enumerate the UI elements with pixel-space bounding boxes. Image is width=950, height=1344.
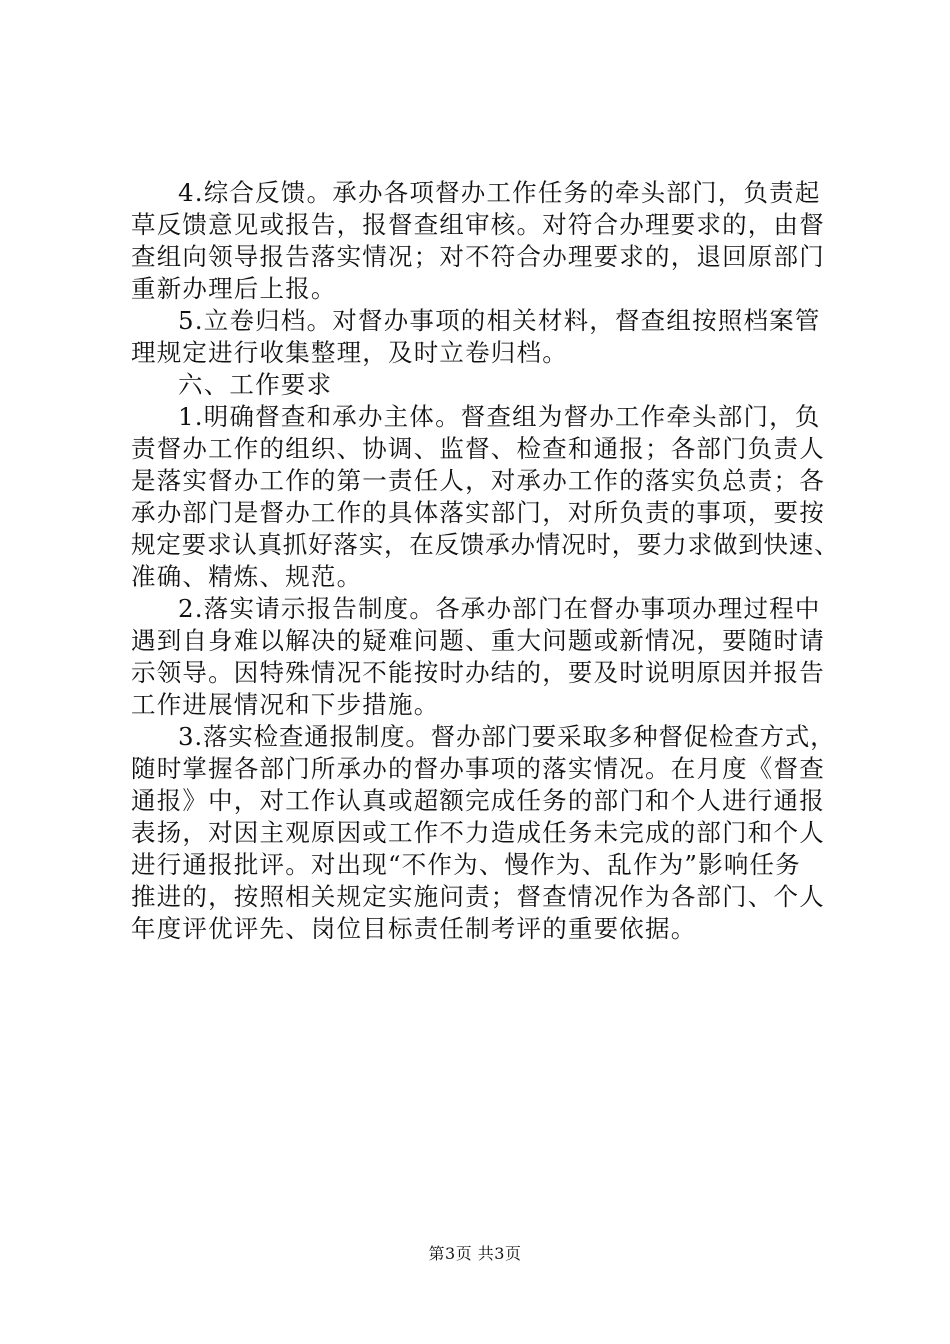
text-line: 重新办理后上报。 [131, 274, 337, 303]
text-line: 通报》中，对工作认真或超额完成任务的部门和个人进行通报 [131, 786, 825, 815]
section-heading: 六、工作要求 [178, 370, 333, 399]
text-line: 责督办工作的组织、协调、监督、检查和通报；各部门负责人 [131, 434, 825, 463]
text-line: 承办部门是督办工作的具体落实部门，对所负责的事项，要按 [131, 498, 825, 527]
text-line: 3.落实检查通报制度。督办部门要采取多种督促检查方式， [178, 722, 836, 751]
text-line: 示领导。因特殊情况不能按时办结的，要及时说明原因并报告 [131, 658, 825, 687]
text-line: 工作进展情况和下步措施。 [131, 690, 440, 719]
text-line: 理规定进行收集整理，及时立卷归档。 [131, 338, 568, 367]
text-line: 推进的，按照相关规定实施问责；督查情况作为各部门、个人 [131, 882, 825, 911]
text-line: 查组向领导报告落实情况；对不符合办理要求的，退回原部门 [131, 242, 825, 271]
text-line: 4.综合反馈。承办各项督办工作任务的牵头部门，负责起 [178, 178, 821, 207]
text-line: 5.立卷归档。对督办事项的相关材料，督查组按照档案管 [178, 306, 821, 335]
text-line: 年度评优评先、岗位目标责任制考评的重要依据。 [131, 914, 697, 943]
text-line: 遇到自身难以解决的疑难问题、重大问题或新情况，要随时请 [131, 626, 825, 655]
text-line: 2.落实请示报告制度。各承办部门在督办事项办理过程中 [178, 594, 821, 623]
text-line: 草反馈意见或报告，报督查组审核。对符合办理要求的，由督 [131, 210, 825, 239]
text-line: 进行通报批评。对出现“不作为、慢作为、乱作为”影响任务 [131, 850, 801, 879]
text-line: 是落实督办工作的第一责任人，对承办工作的落实负总责；各 [131, 466, 825, 495]
text-line: 表扬，对因主观原因或工作不力造成任务未完成的部门和个人 [131, 818, 825, 847]
page-number-footer: 第3页 共3页 [428, 1244, 522, 1263]
text-line: 1.明确督查和承办主体。督查组为督办工作牵头部门，负 [178, 402, 821, 431]
text-line: 准确、精炼、规范。 [131, 562, 363, 591]
text-line: 规定要求认真抓好落实，在反馈承办情况时，要力求做到快速、 [131, 530, 840, 559]
text-line: 随时掌握各部门所承办的督办事项的落实情况。在月度《督查 [131, 754, 825, 783]
